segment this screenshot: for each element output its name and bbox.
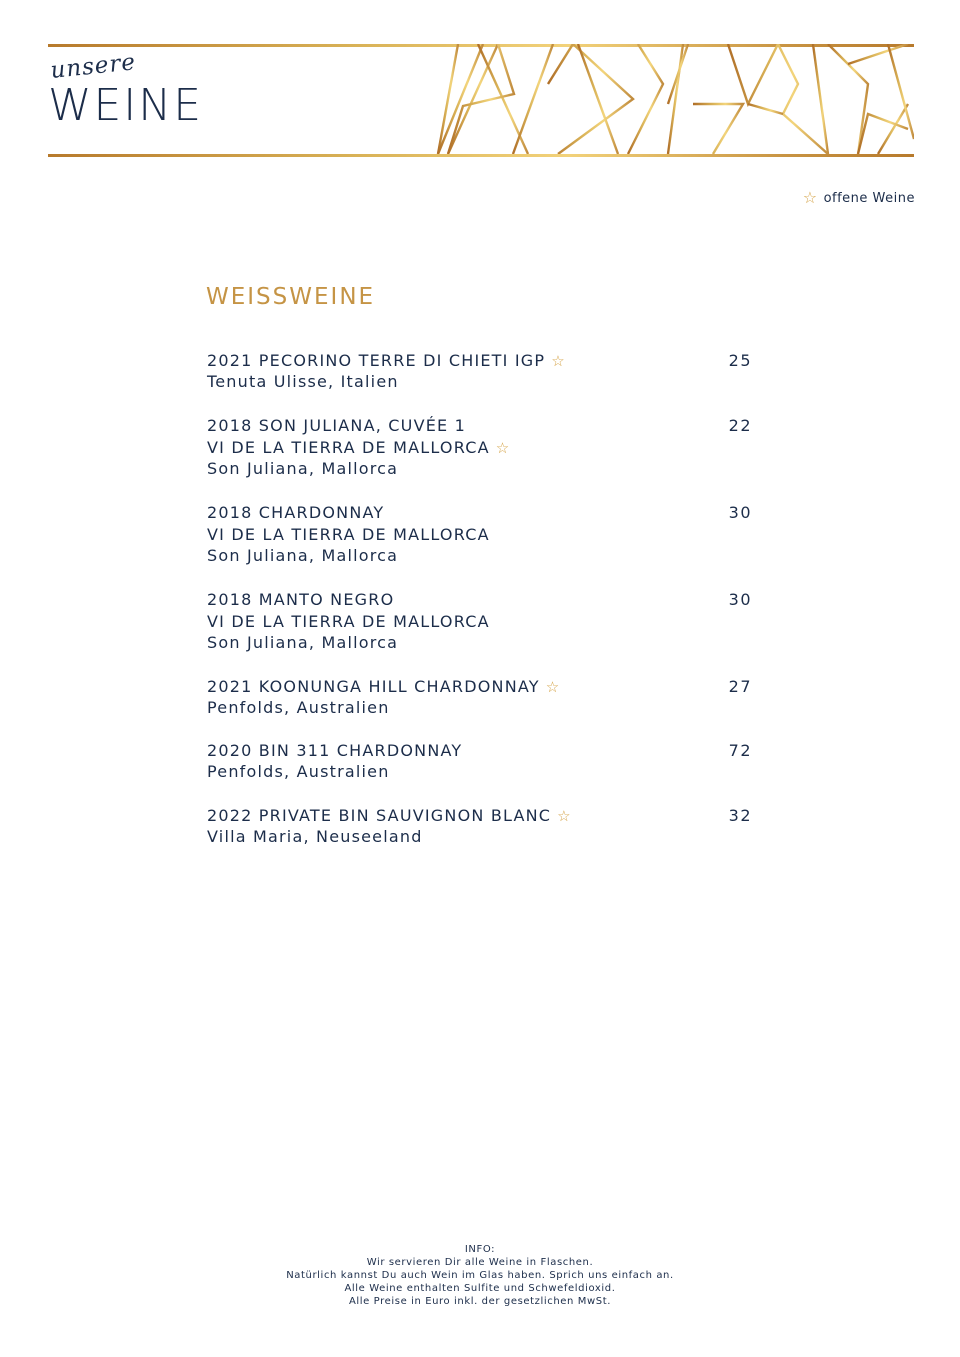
page-header <box>48 44 914 158</box>
wine-price: 22 <box>728 416 752 435</box>
wine-maker: Penfolds, Australien <box>207 762 390 781</box>
wine-name: 2022 PRIVATE BIN SAUVIGNON BLANC ☆ <box>207 806 572 825</box>
wine-entry <box>207 676 752 718</box>
header-bottom-rule <box>48 154 914 157</box>
wine-entry <box>207 589 752 653</box>
gold-geometric-pattern <box>388 44 914 158</box>
wine-price: 27 <box>728 677 752 696</box>
star-outline-icon: ☆ <box>557 807 572 825</box>
wine-name: 2020 BIN 311 CHARDONNAY <box>207 741 463 760</box>
wine-region: VI DE LA TIERRA DE MALLORCA <box>207 525 490 544</box>
star-outline-icon: ☆ <box>802 188 818 207</box>
footer-line: Alle Preise in Euro inkl. der gesetzlichen MwSt. <box>348 1296 612 1307</box>
footer-line: Natürlich kannst Du auch Wein im Glas haben. Sprich uns einfach an. <box>286 1270 674 1281</box>
legend-label: offene Weine <box>823 190 915 206</box>
section-title: WEISSWEINE <box>206 284 376 310</box>
wine-price: 25 <box>728 351 752 370</box>
footer-line: Wir servieren Dir alle Weine in Flaschen. <box>366 1257 594 1268</box>
wine-price: 72 <box>728 741 752 760</box>
wine-maker: Son Juliana, Mallorca <box>207 546 399 565</box>
wine-maker: Son Juliana, Mallorca <box>207 459 399 478</box>
legend-open-wines <box>803 190 915 206</box>
wine-price: 30 <box>728 590 752 609</box>
wine-maker: Son Juliana, Mallorca <box>207 633 399 652</box>
wine-name: 2018 CHARDONNAY <box>207 503 385 522</box>
star-outline-icon: ☆ <box>495 439 511 457</box>
logo-title: WEINE <box>48 80 203 131</box>
wine-entry <box>207 805 752 847</box>
footer-info <box>0 1243 960 1308</box>
wine-name: 2021 KOONUNGA HILL CHARDONNAY ☆ <box>207 677 561 696</box>
footer-info-label: INFO: <box>464 1244 496 1255</box>
wine-entry <box>207 502 752 566</box>
wine-name: 2021 PECORINO TERRE DI CHIETI IGP ☆ <box>207 351 566 370</box>
logo-script-word: unsere <box>49 49 138 84</box>
wine-price: 32 <box>728 806 752 825</box>
wine-region: VI DE LA TIERRA DE MALLORCA <box>207 612 490 631</box>
wine-name: 2018 SON JULIANA, CUVÉE 1 <box>207 416 467 435</box>
wine-maker: Tenuta Ulisse, Italien <box>207 372 399 391</box>
wine-price: 30 <box>728 503 752 522</box>
footer-line: Alle Weine enthalten Sulfite und Schwefeldioxid. <box>344 1283 616 1294</box>
wine-maker: Villa Maria, Neuseeland <box>207 827 423 846</box>
star-outline-icon: ☆ <box>551 352 566 370</box>
wine-region: VI DE LA TIERRA DE MALLORCA ☆ <box>207 438 511 457</box>
wine-entry <box>207 740 752 782</box>
wine-entry <box>207 350 752 392</box>
wine-maker: Penfolds, Australien <box>207 698 390 717</box>
wine-entry <box>207 415 752 479</box>
star-outline-icon: ☆ <box>545 678 561 696</box>
wine-name: 2018 MANTO NEGRO <box>207 590 395 609</box>
